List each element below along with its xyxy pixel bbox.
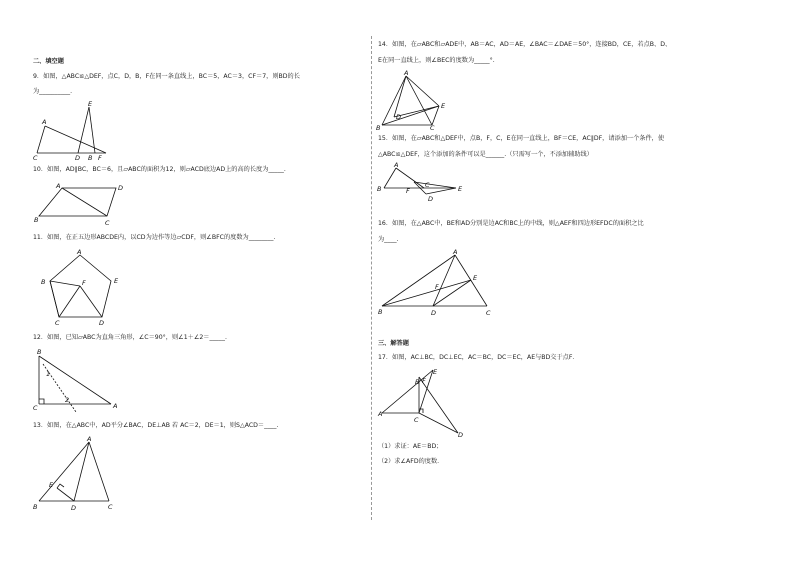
q15-label-F: F xyxy=(406,187,410,195)
q15-label-E: E xyxy=(458,185,463,193)
q10-label-B: B xyxy=(34,216,39,224)
q12-label-B: B xyxy=(37,348,42,356)
q12-label-1: 1 xyxy=(46,370,51,378)
q16-label-E: E xyxy=(473,274,478,282)
q14-label-A: A xyxy=(404,69,409,77)
q14-figure xyxy=(376,67,446,132)
q11-label-E: E xyxy=(114,277,119,285)
q9-label-D: D xyxy=(75,154,81,162)
q9-label-E: E xyxy=(88,100,93,108)
q17-label-A: A xyxy=(378,410,383,418)
q15-label-B: B xyxy=(377,185,382,193)
q13-label-C: C xyxy=(108,503,113,511)
q11-label-A: A xyxy=(77,248,82,256)
q14-text-line2: E在同一直线上，则∠BEC的度数为_____°. xyxy=(378,57,495,64)
q14-label-B: B xyxy=(376,124,381,132)
q13-label-D: D xyxy=(71,504,77,512)
q16-label-B: B xyxy=(378,308,383,316)
q16-text-line2: 为____. xyxy=(378,236,399,243)
q9-text-line1: 9．如图，△ABC≌△DEF，点C，D，B，F在同一条直线上，BC＝5，AC＝3，CF＝7，则BD的长 xyxy=(33,73,300,80)
q10-text: 10．如图，AD∥BC，BC＝6，且▱ABC的面积为12，则▱ACD底边AD上的高的长度为_____. xyxy=(33,166,286,173)
q14-label-E: E xyxy=(441,102,446,110)
q16-label-A: A xyxy=(453,248,458,256)
q12-label-A: A xyxy=(113,402,118,410)
q15-text-line1: 15．如图，在▱ABC和△DEF中，点B，F，C，E在同一直线上，BF＝CE，AC∥DF，请添加一个条件，使 xyxy=(378,135,665,142)
q11-label-F: F xyxy=(82,279,86,287)
section-title-answer: 三、解答题 xyxy=(378,340,409,347)
q11-label-D: D xyxy=(99,319,105,327)
q9-figure xyxy=(30,100,110,162)
q9-label-F: F xyxy=(98,154,102,162)
column-divider xyxy=(371,36,372,520)
q17-text: 17．如图，AC⊥BC，DC⊥EC，AC＝BC，DC＝EC，AE与BD交于点F． xyxy=(378,354,579,361)
q11-text: 11．如图，在正五边形ABCDE内，以CD为边作等边▱CDF，则∠BFC的度数为________. xyxy=(33,234,276,241)
q16-label-D: D xyxy=(431,309,437,317)
q9-label-B: B xyxy=(88,154,93,162)
q17-label-B: B xyxy=(415,378,420,386)
q10-figure xyxy=(32,180,132,230)
q16-figure xyxy=(376,246,498,318)
q11-label-B: B xyxy=(41,278,46,286)
q10-label-C: C xyxy=(105,219,110,227)
q15-text-line2: △ABC≌△DEF，这个添加的条件可以是______.（只需写一个，不添加辅助线） xyxy=(378,151,593,158)
q16-label-C: C xyxy=(486,309,491,317)
q15-label-C: C xyxy=(425,181,430,189)
q14-label-D: D xyxy=(396,113,402,121)
q12-text: 12．如图，已知▱ABC为直角三角形，∠C＝90°，则∠1＋∠2＝_____. xyxy=(33,334,227,341)
q17-figure xyxy=(376,367,468,439)
q15-label-A: A xyxy=(394,161,399,169)
q15-label-D: D xyxy=(428,195,434,203)
q14-label-C: C xyxy=(430,124,435,132)
q13-label-E: E xyxy=(49,481,54,489)
q17-label-F: F xyxy=(422,377,426,385)
q12-label-C: C xyxy=(33,404,38,412)
q10-label-A: A xyxy=(56,182,61,190)
q10-label-D: D xyxy=(118,184,124,192)
q15-figure xyxy=(376,160,466,202)
q16-text-line1: 16．如图，在△ABC中，BE和AD分别是边AC和BC上的中线，则△AEF和四边形EFDC的面积之比 xyxy=(378,220,644,227)
q13-figure xyxy=(30,435,120,513)
q17-label-E: E xyxy=(433,368,438,376)
q9-text-line2: 为__________. xyxy=(33,88,73,95)
q13-label-A: A xyxy=(87,435,92,443)
q13-text: 13．如图，在△ABC中，AD平分∠BAC，DE⊥AB 若 AC＝2，DE＝1，则S△ACD＝____. xyxy=(33,422,279,429)
q9-label-C: C xyxy=(33,154,38,162)
q17-sub2: （2）求∠AFD的度数. xyxy=(378,458,440,465)
q11-figure xyxy=(38,248,118,328)
section-title-fill-blank: 二、填空题 xyxy=(33,58,64,65)
q11-label-C: C xyxy=(55,319,60,327)
q17-sub1: （1）求证：AE＝BD； xyxy=(378,443,443,450)
q17-label-D: D xyxy=(458,431,464,439)
q14-text-line1: 14．如图，在▱ABC和▱ADE中，AB＝AC，AD＝AE，∠BAC＝∠DAE＝50°，连接BD，CE，若点B、D、 xyxy=(378,41,672,48)
q13-label-B: B xyxy=(33,503,38,511)
q12-figure xyxy=(30,346,125,414)
q12-label-2: 2 xyxy=(65,396,70,404)
q9-label-A: A xyxy=(42,118,47,126)
q16-label-F: F xyxy=(435,283,439,291)
q17-label-C: C xyxy=(414,416,419,424)
